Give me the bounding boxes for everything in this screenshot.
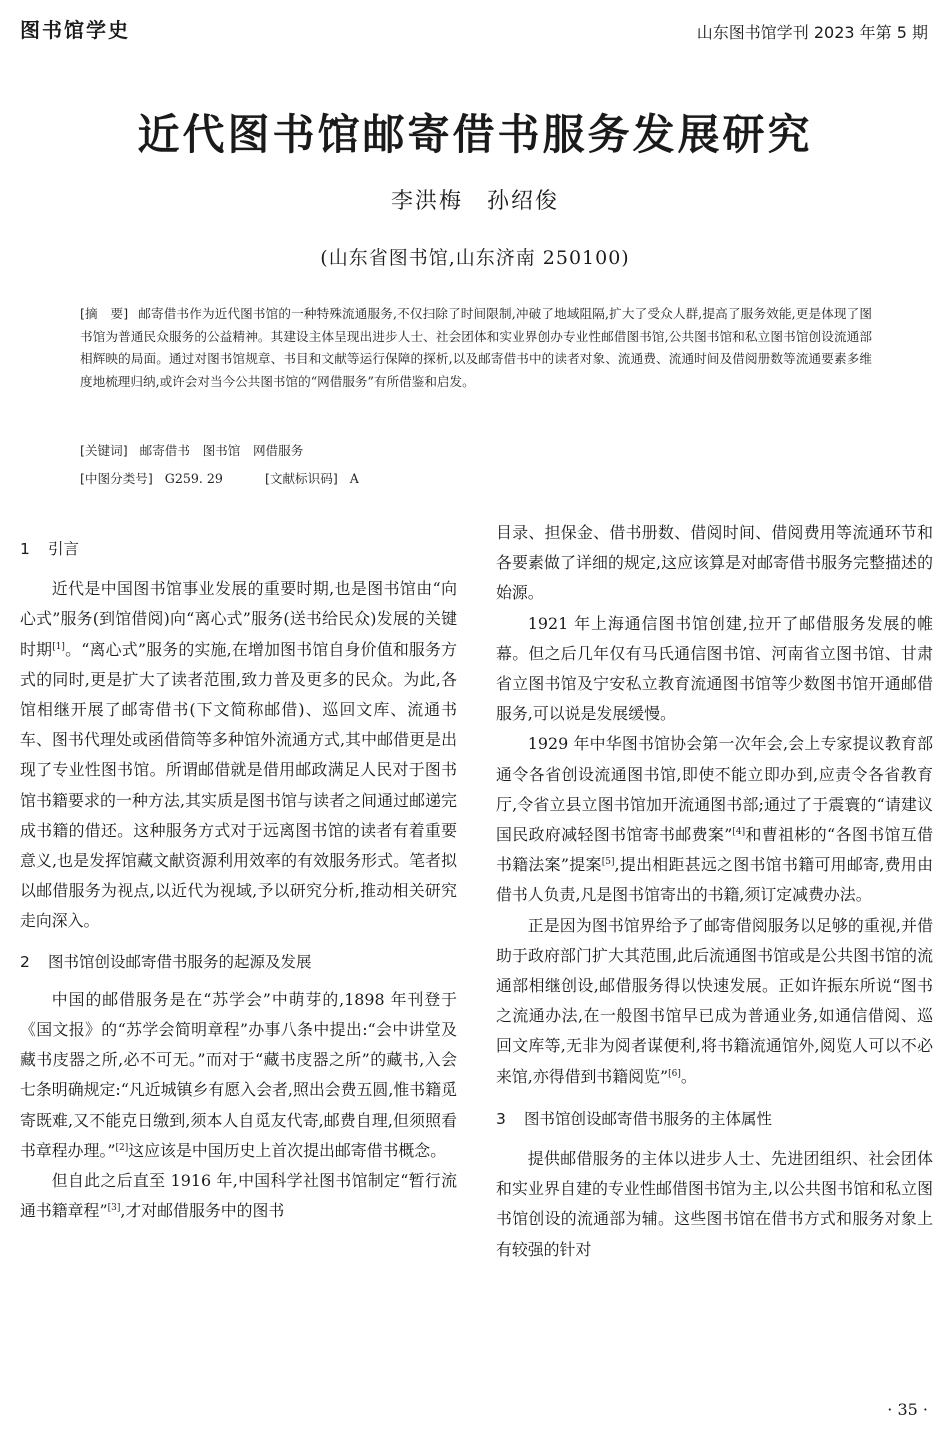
keywords-label: [关键词] bbox=[80, 443, 128, 458]
paragraph-development: 正是因为图书馆界给予了邮寄借阅服务以足够的重视,并借助于政府部门扩大其范围,此后流通图书馆或是公共图书馆的流通部相继创设,邮借服务得以快速发展。正如许振东所说“图书之流通办法,在一般图书馆早已成为普通业务,如通信借阅、巡回文库等,无非为阅者谋便利,将书籍流通馆外,阅览人可以不必来馆,亦得借到书籍阅览”[6]。 bbox=[496, 915, 933, 1086]
doc-code-label: [文献标识码] bbox=[264, 471, 338, 486]
paragraph-origin: 中国的邮借服务是在“苏学会”中萌芽的,1898 年刊登于《国文报》的“苏学会简明章程”办事八条中提出:“会中讲堂及藏书庋器之所,必不可无。”而对于“藏书庋器之所”的藏书,入会七条明确规定:“凡近城镇乡有愿入会者,照出会费五圆,惟书籍觅寄既难,又不能克日缴到,须本人自觅友代寄,邮费自理,但须照看书章程办理。”[2]这应该是中国历史上首次提出邮寄借书概念。 bbox=[20, 989, 457, 1160]
paragraph-1916: 但自此之后直至 1916 年,中国科学社图书馆制定“暂行流通书籍章程”[3],才对邮借服务中的图书 bbox=[20, 1171, 457, 1221]
citation-ref: [2] bbox=[115, 1142, 129, 1153]
citation-ref: [4] bbox=[732, 827, 746, 838]
right-column bbox=[496, 518, 933, 1265]
abstract-text: 邮寄借书作为近代图书馆的一种特殊流通服务,不仅扫除了时间限制,冲破了地域阻隔,扩大了受众人群,提高了服务效能,更是体现了图书馆为普通民众服务的公益精神。其建设主体呈现出进步人士、社会团体和实业界创办专业性邮借图书馆,公共图书馆和私立图书馆创设流通部相辉映的局面。通过对图书馆规章、书目和文献等运行保障的探析,以及邮寄借书中的读者对象、流通费、流通时间及借阅册数等流通要素多维度地梳理归纳,或许会对当今公共图书馆的“网借服务”有所借鉴和启发。 bbox=[80, 306, 872, 390]
page-number: · 35 · bbox=[887, 1400, 928, 1419]
citation-ref: [5] bbox=[601, 857, 615, 868]
running-header-section: 图书馆学史 bbox=[20, 18, 130, 42]
citation-ref: [1] bbox=[52, 641, 65, 652]
paragraph-intro: 近代是中国图书馆事业发展的重要时期,也是图书馆由“向心式”服务(到馆借阅)向“离心式”服务(送书给民众)发展的关键时期[1]。“离心式”服务的实施,在增加图书馆自身价值和服务方式的同时,更是扩大了读者范围,致力普及更多的民众。为此,各馆相继开展了邮寄借书(下文简称邮借)、巡回文库、流通书车、图书代理处或函借筒等多种馆外流通方式,其中邮借更是出现了专业性图书馆。所谓邮借就是借用邮政满足人民对于图书馆书籍要求的一种方法,其实质是图书馆与读者之间通过邮递完成书籍的借还。这种服务方式对于远离图书馆的读者有着重要意义,也是发挥馆藏文献资源利用效率的有效服务形式。笔者拟以邮借服务为视点,以近代为视域,予以研究分析,推动相关研究走向深入。 bbox=[20, 579, 457, 931]
clc-label: [中图分类号] bbox=[80, 471, 153, 486]
abstract bbox=[80, 303, 872, 394]
citation-ref: [6] bbox=[668, 1068, 681, 1079]
doc-code-value: A bbox=[349, 471, 359, 486]
abstract-label: [摘 要] bbox=[80, 306, 129, 321]
section-heading-origin: 2 图书馆创设邮寄借书服务的起源及发展 bbox=[20, 952, 312, 971]
paragraph-1929: 1929 年中华图书馆协会第一次年会,会上专家提议教育部通令各省创设流通图书馆,即使不能立即办到,应责令各省教育厅,令省立县立图书馆加开流通图书部;通过了于震寰的“请建议国民政府减轻图书馆寄书邮费案”[4]和曹祖彬的“各图书馆互借书籍法案”提案[5],提出相距甚远之图书馆书籍可用邮寄,费用由借书人负责,凡是图书馆寄出的书籍,须订定减费办法。 bbox=[496, 734, 934, 905]
paragraph-subjects: 提供邮借服务的主体以进步人士、先进团组织、社会团体和实业界自建的专业性邮借图书馆为主,以公共图书馆和私立图书馆创设的流通部为辅。这些图书馆在借书方式和服务对象上有较强的针对 bbox=[496, 1149, 933, 1259]
section-heading-introduction: 1 引言 bbox=[20, 540, 80, 558]
article-authors: 李洪梅 孙绍俊 bbox=[390, 189, 559, 214]
running-header-journal: 山东图书馆学刊 2023 年第 5 期 bbox=[696, 23, 928, 42]
keywords-line bbox=[80, 440, 303, 459]
citation-ref: [3] bbox=[107, 1203, 121, 1214]
author-affiliation: (山东省图书馆,山东济南 250100) bbox=[320, 247, 630, 269]
section-heading-subjects: 3 图书馆创设邮寄借书服务的主体属性 bbox=[496, 1109, 773, 1128]
paragraph-1921: 1921 年上海通信图书馆创建,拉开了邮借服务发展的帷幕。但之后几年仅有马氏通信图书馆、河南省立图书馆、甘肃省立图书馆及宁安私立教育流通图书馆等少数图书馆开通邮借服务,可以说是发展缓慢。 bbox=[496, 613, 933, 724]
classification-line bbox=[80, 468, 359, 487]
clc-value: G259. 29 bbox=[164, 471, 223, 486]
left-column bbox=[20, 530, 457, 1226]
article-title: 近代图书馆邮寄借书服务发展研究 bbox=[137, 110, 813, 159]
paragraph-1916-continued: 目录、担保金、借书册数、借阅时间、借阅费用等流通环节和各要素做了详细的规定,这应该算是对邮寄借书服务完整描述的始源。 bbox=[496, 523, 933, 603]
keywords-text: 邮寄借书 图书馆 网借服务 bbox=[139, 443, 304, 458]
